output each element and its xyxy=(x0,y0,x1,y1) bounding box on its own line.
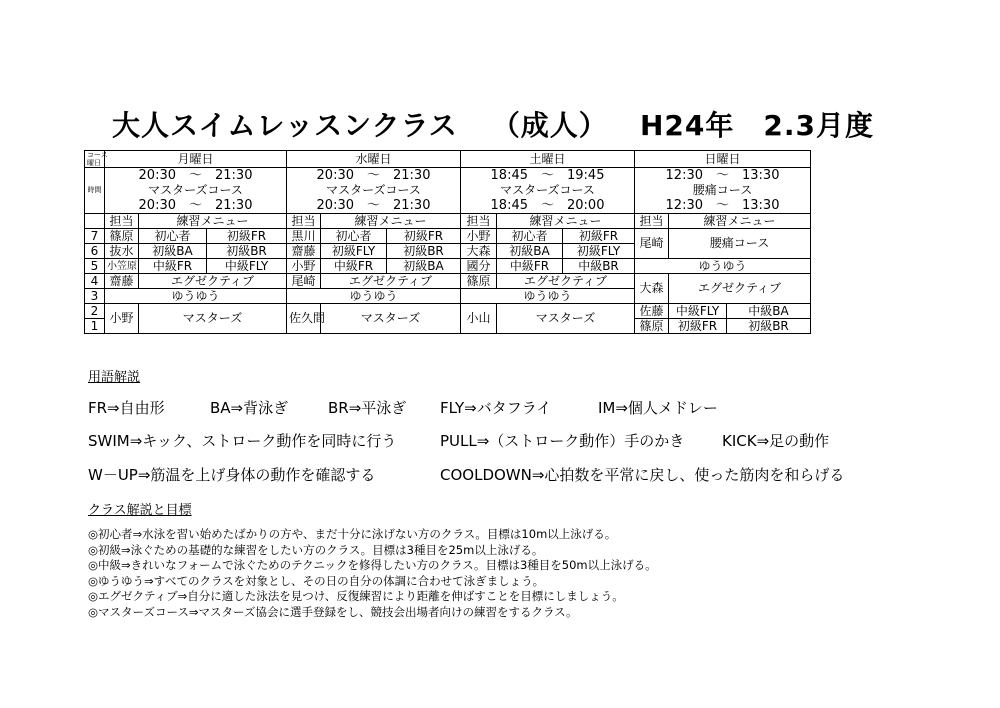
menu-sun-r4: エグゼクティブ xyxy=(669,274,811,304)
time-mon-end: 20:30 ～ 21:30 xyxy=(138,198,253,213)
term-fly: FLY⇒バタフライ xyxy=(440,399,552,417)
classes-heading: クラス解説と目標 xyxy=(88,503,192,518)
coach-wed: 尾崎 xyxy=(287,274,321,289)
coach-sun: 佐藤 xyxy=(635,304,669,319)
menu-wed: マスターズ xyxy=(321,304,461,334)
menu-wed-b: 初級FR xyxy=(387,229,461,244)
lane-number: 2 xyxy=(85,304,105,319)
lane-row-5 xyxy=(85,259,811,274)
day-mon: 月曜日 xyxy=(105,151,287,168)
term-im: IM⇒個人メドレー xyxy=(598,399,718,417)
staff-header-row xyxy=(85,214,811,229)
head-tantou-sun: 担当 xyxy=(635,214,669,229)
lane-number: 4 xyxy=(85,274,105,289)
menu-sun-b: 中級BA xyxy=(727,304,811,319)
head-menu-wed: 練習メニュー xyxy=(321,214,461,229)
day-sat: 土曜日 xyxy=(461,151,635,168)
time-sun-end: 12:30 ～ 13:30 xyxy=(665,198,780,213)
menu-wed-b: 初級BR xyxy=(387,244,461,259)
head-tantou-wed: 担当 xyxy=(287,214,321,229)
menu-sun-a: 初級FR xyxy=(669,319,727,334)
time-row xyxy=(85,168,811,214)
menu-sat: ゆうゆう xyxy=(461,289,635,304)
coach-mon: 小笠原 xyxy=(105,259,139,274)
note-item: ◎初級⇒泳ぐための基礎的な練習をしたい方のクラス。目標は3種目を25m以上泳げる。 xyxy=(88,542,544,557)
menu-wed-b: 初級BA xyxy=(387,259,461,274)
menu-mon-b: 中級FLY xyxy=(207,259,287,274)
menu-wed-a: 初心者 xyxy=(321,229,387,244)
time-sat-end: 18:45 ～ 20:00 xyxy=(490,198,605,213)
menu-mon-a: 初級BA xyxy=(139,244,207,259)
lane-number: 6 xyxy=(85,244,105,259)
menu-mon: エグゼクティブ xyxy=(139,274,287,289)
coach-wed: 小野 xyxy=(287,259,321,274)
menu-mon: ゆうゆう xyxy=(105,289,287,304)
menu-sun-b: 初級BR xyxy=(727,319,811,334)
menu-sat-a: 初心者 xyxy=(497,229,563,244)
day-sun: 日曜日 xyxy=(635,151,811,168)
time-wed-start: 20:30 ～ 21:30 xyxy=(316,168,431,183)
menu-sat-b: 初級FLY xyxy=(563,244,635,259)
head-tantou-mon: 担当 xyxy=(105,214,139,229)
menu-sat: エグゼクティブ xyxy=(497,274,635,289)
menu-wed-a: 中級FR xyxy=(321,259,387,274)
time-sat-course: マスターズコース xyxy=(500,183,595,197)
terms-heading: 用語解説 xyxy=(88,370,141,385)
time-sat-start: 18:45 ～ 19:45 xyxy=(490,168,605,183)
menu-sat: マスターズ xyxy=(497,304,635,334)
note-item: ◎エグゼクティブ⇒自分に適した泳法を見つけ、反復練習により距離を伸ばすことを目標にしましょう。 xyxy=(88,589,624,603)
menu-sat-a: 初級BA xyxy=(497,244,563,259)
coach-sun-r7: 尾崎 xyxy=(635,229,669,259)
lane-row-7 xyxy=(85,229,811,244)
lane-number: 3 xyxy=(85,289,105,304)
menu-mon: マスターズ xyxy=(139,304,287,334)
coach-sun-r4: 大森 xyxy=(635,274,669,304)
term-br: BR⇒平泳ぎ xyxy=(328,399,407,417)
time-mon xyxy=(105,168,287,214)
time-mon-start: 20:30 ～ 21:30 xyxy=(138,168,253,183)
lane-row-2 xyxy=(85,304,811,319)
menu-wed-a: 初級FLY xyxy=(321,244,387,259)
head-menu-mon: 練習メニュー xyxy=(139,214,287,229)
lane-number: 7 xyxy=(85,229,105,244)
corner-cell xyxy=(85,151,108,168)
menu-sun-yuyu: ゆうゆう xyxy=(635,259,811,274)
blank-cell xyxy=(85,214,105,229)
coach-mon: 齋藤 xyxy=(105,274,139,289)
term-cooldown: COOLDOWN⇒心拍数を平常に戻し、使った筋肉を和らげる xyxy=(440,466,845,484)
time-label: 時間 xyxy=(85,168,105,214)
title-main: 大人スイムレッスンクラス xyxy=(112,109,458,142)
lane-row-4 xyxy=(85,274,811,289)
coach-wed: 齋藤 xyxy=(287,244,321,259)
coach-sat: 國分 xyxy=(461,259,497,274)
day-wed: 水曜日 xyxy=(287,151,461,168)
note-item: ◎マスターズコース⇒マスターズ協会に選手登録をし、競技会出場者向けの練習をするクラス。 xyxy=(88,604,578,619)
title-period: H24年 2.3月度 xyxy=(640,109,875,142)
menu-wed: エグゼクティブ xyxy=(321,274,461,289)
time-sun-start: 12:30 ～ 13:30 xyxy=(665,168,780,183)
note-item: ◎中級⇒きれいなフォームで泳ぐためのテクニックを修得したい方のクラス。目標は3種目を50m以上泳げる。 xyxy=(88,558,657,572)
lane-number: 5 xyxy=(85,259,105,274)
menu-sun-a: 中級FLY xyxy=(669,304,727,319)
coach-mon: 篠原 xyxy=(105,229,139,244)
corner-bottom: 曜日 xyxy=(87,159,101,167)
note-item: ◎ゆうゆう⇒すべてのクラスを対象とし、その日の自分の体調に合わせて泳ぎましょう。 xyxy=(88,573,545,588)
time-sun xyxy=(635,168,811,214)
coach-wed: 黒川 xyxy=(287,229,321,244)
menu-sun-r7: 腰痛コース xyxy=(669,229,811,259)
page-title xyxy=(112,104,875,144)
time-sun-course: 腰痛コース xyxy=(692,183,753,197)
coach-sun: 篠原 xyxy=(635,319,669,334)
head-menu-sun: 練習メニュー xyxy=(669,214,811,229)
menu-sat-b: 中級BR xyxy=(563,259,635,274)
coach-sat: 小野 xyxy=(461,229,497,244)
menu-wed: ゆうゆう xyxy=(287,289,461,304)
head-tantou-sat: 担当 xyxy=(461,214,497,229)
term-kick: KICK⇒足の動作 xyxy=(722,432,830,450)
coach-wed: 佐久間 xyxy=(287,304,321,334)
term-wup: W－UP⇒筋温を上げ身体の動作を確認する xyxy=(88,466,376,484)
corner-top: コース xyxy=(87,151,108,159)
coach-sat: 大森 xyxy=(461,244,497,259)
schedule-table xyxy=(84,150,811,334)
coach-sat: 小山 xyxy=(461,304,497,334)
head-menu-sat: 練習メニュー xyxy=(497,214,635,229)
class-notes xyxy=(88,527,657,620)
menu-sat-b: 初級FR xyxy=(563,229,635,244)
term-fr: FR⇒自由形 xyxy=(88,399,165,417)
time-wed-end: 20:30 ～ 21:30 xyxy=(316,198,431,213)
coach-mon: 抜水 xyxy=(105,244,139,259)
menu-sat-a: 中級FR xyxy=(497,259,563,274)
time-mon-course: マスターズコース xyxy=(148,183,243,197)
day-header-row xyxy=(85,151,811,168)
title-sub: （成人） xyxy=(491,109,608,142)
term-ba: BA⇒背泳ぎ xyxy=(210,399,289,417)
menu-mon-a: 中級FR xyxy=(139,259,207,274)
menu-mon-b: 初級FR xyxy=(207,229,287,244)
menu-mon-a: 初心者 xyxy=(139,229,207,244)
lane-number: 1 xyxy=(85,319,105,334)
term-pull: PULL⇒（ストローク動作）手のかき xyxy=(440,432,685,450)
term-swim: SWIM⇒キック、ストローク動作を同時に行う xyxy=(88,432,397,450)
time-sat xyxy=(461,168,635,214)
time-wed-course: マスターズコース xyxy=(326,183,421,197)
time-wed xyxy=(287,168,461,214)
coach-mon: 小野 xyxy=(105,304,139,334)
menu-mon-b: 初級BR xyxy=(207,244,287,259)
coach-sat: 篠原 xyxy=(461,274,497,289)
note-item: ◎初心者⇒水泳を習い始めたばかりの方や、まだ十分に泳げない方のクラス。目標は10m以上泳げる。 xyxy=(88,527,617,541)
